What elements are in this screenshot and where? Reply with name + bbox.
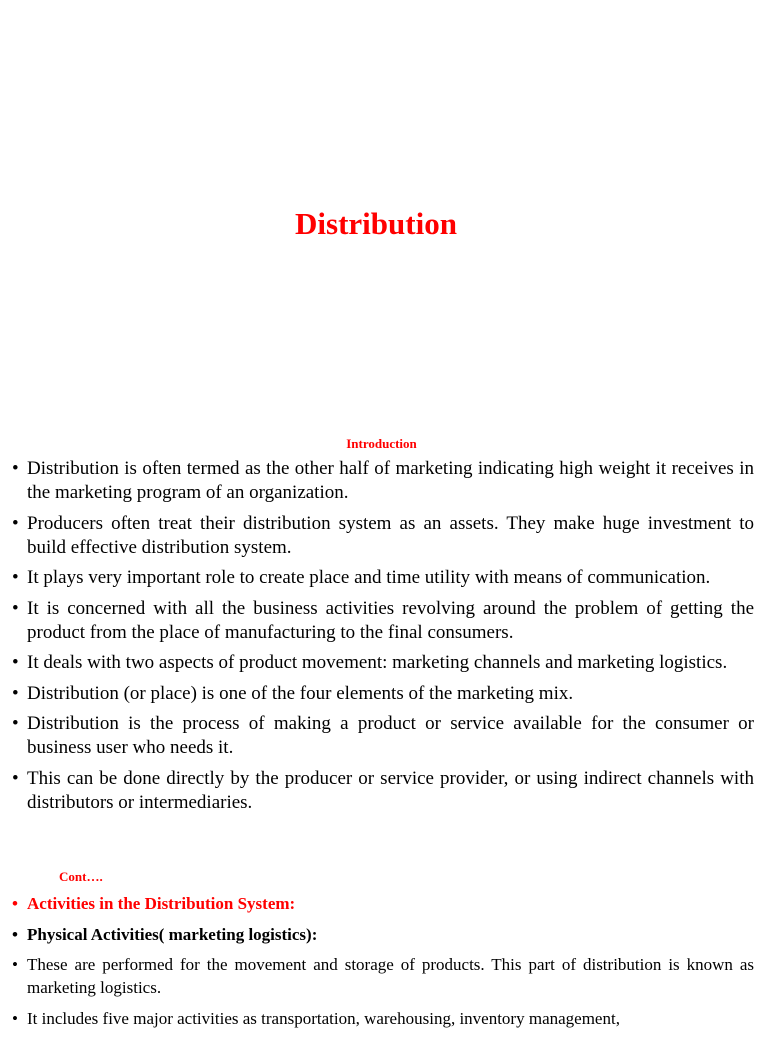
continued-label: Cont…. bbox=[59, 869, 103, 884]
physical-activities-heading bbox=[12, 923, 754, 946]
bullet-dot-icon: • bbox=[12, 458, 19, 479]
bullet-dot-icon: • bbox=[12, 652, 19, 673]
bullet-item bbox=[12, 597, 754, 645]
bullet-dot-icon: • bbox=[12, 894, 18, 913]
bullet-item bbox=[12, 651, 754, 675]
bullet-item bbox=[12, 767, 754, 815]
slide-title: Distribution bbox=[295, 206, 457, 241]
activities-bullet-list bbox=[12, 892, 754, 1037]
bullet-item bbox=[12, 953, 754, 999]
bullet-dot-icon: • bbox=[12, 567, 19, 588]
bullet-dot-icon: • bbox=[12, 767, 19, 789]
bullet-dot-icon: • bbox=[12, 682, 19, 704]
introduction-heading: Introduction bbox=[346, 436, 417, 451]
bullet-text: It is concerned with all the business activities revolving around the problem of getting the product from the place of manufacturing to the final consumers. bbox=[27, 597, 754, 643]
bullet-dot-icon: • bbox=[12, 1008, 18, 1028]
bullet-item bbox=[12, 457, 754, 505]
bullet-text: Distribution is often termed as the other half of marketing indicating high weight it receives in the marketing program of an organization. bbox=[27, 458, 754, 503]
bullet-item bbox=[12, 1007, 754, 1030]
bullet-item bbox=[12, 512, 754, 560]
bullet-text: It plays very important role to create place and time utility with means of communication. bbox=[27, 567, 711, 588]
bullet-item bbox=[12, 566, 754, 590]
bullet-dot-icon: • bbox=[12, 713, 19, 734]
bullet-dot-icon: • bbox=[12, 955, 18, 974]
bullet-item bbox=[12, 682, 754, 706]
bullet-text: Producers often treat their distribution system as an assets. They make huge investment to build effective distribution system. bbox=[27, 512, 754, 558]
bullet-dot-icon: • bbox=[12, 512, 19, 534]
bullet-dot-icon: • bbox=[12, 924, 18, 944]
bullet-text: Activities in the Distribution System: bbox=[27, 894, 296, 913]
bullet-text: It includes five major activities as transportation, warehousing, inventory management, bbox=[27, 1008, 620, 1028]
bullet-text: These are performed for the movement and storage of products. This part of distribution is known as marketing logistics. bbox=[27, 955, 754, 997]
bullet-text: Distribution (or place) is one of the four elements of the marketing mix. bbox=[27, 682, 574, 704]
bullet-text: It deals with two aspects of product movement: marketing channels and marketing logistics. bbox=[27, 652, 728, 673]
bullet-text: This can be done directly by the producer or service provider, or using indirect channels with distributors or intermediaries. bbox=[27, 767, 754, 813]
bullet-item bbox=[12, 712, 754, 760]
introduction-bullet-list bbox=[12, 457, 754, 821]
bullet-text: Distribution is the process of making a product or service available for the consumer or business user who needs it. bbox=[27, 713, 754, 758]
activities-heading bbox=[12, 892, 754, 915]
bullet-text: Physical Activities( marketing logistics): bbox=[27, 924, 318, 944]
bullet-dot-icon: • bbox=[12, 597, 19, 619]
